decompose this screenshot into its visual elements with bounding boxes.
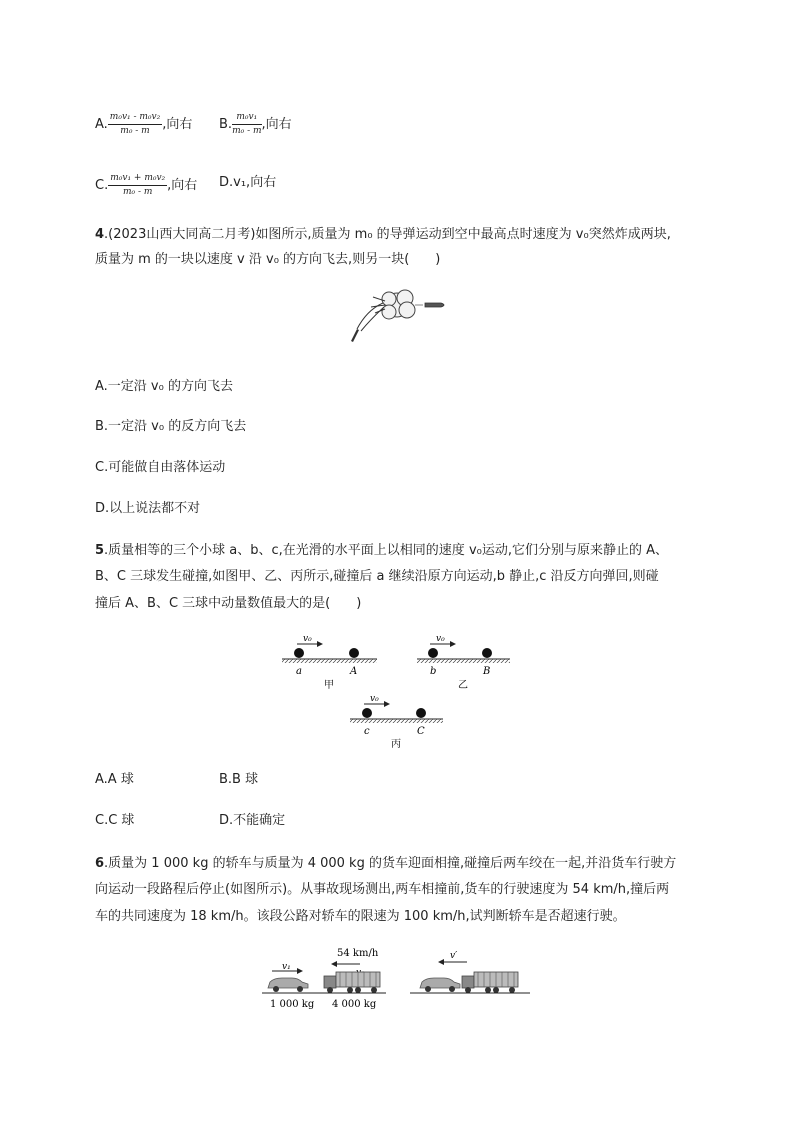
q6-stem-text-1: .质量为 1 000 kg 的轿车与质量为 4 000 kg 的货车迎面相撞,碰撞后两车绞在一起,并沿货车行驶方 (104, 856, 677, 871)
car-icon (268, 978, 308, 988)
q6-stem-line-1 (95, 855, 676, 873)
label-b: b (430, 666, 437, 677)
missile-fragment-front (425, 303, 444, 307)
label-mass-truck: 4 000 kg (332, 999, 377, 1010)
q4-stem-line-2: 质量为 m 的一块以速度 v 沿 v₀ 的方向飞去,则另一块( ) (95, 252, 441, 267)
ball-B (482, 648, 492, 658)
q6-stem-line-3: 车的共同速度为 18 km/h。该段公路对轿车的限速为 100 km/h,试判断轿车是否超速行驶。 (95, 909, 626, 924)
label-v0-bing: v₀ (370, 694, 379, 704)
q5-option-b: B.B 球 (219, 772, 259, 787)
q5-option-d: D.不能确定 (219, 813, 286, 828)
q3-option-b (219, 112, 292, 137)
debris-lines (357, 297, 385, 331)
wrecked-truck-icon (462, 972, 518, 993)
q4-option-a: A.一定沿 v₀ 的方向飞去 (95, 379, 233, 394)
q6-stem-line-2: 向运动一段路程后停止(如图所示)。从事故现场测出,两车相撞前,货车的行驶速度为 54 km/h,撞后两 (95, 882, 670, 897)
q3-option-a-denominator: m₀ - m (120, 126, 150, 136)
q3-option-a-numerator: m₀v₁ - m₀v₂ (108, 112, 162, 125)
label-v0-jia: v₀ (303, 634, 312, 644)
q3-option-b-letter: B. (219, 117, 233, 132)
label-v1: v₁ (282, 962, 291, 972)
ball-c (362, 708, 372, 718)
q5-option-c: C.C 球 (95, 813, 135, 828)
ball-b (428, 648, 438, 658)
label-v-prime: v′ (450, 951, 458, 961)
missile-fragment-falling (351, 329, 359, 342)
label-A: A (350, 666, 358, 677)
diagram-bing (350, 694, 443, 750)
label-c: c (364, 726, 370, 737)
q4-option-c: C.可能做自由落体运动 (95, 460, 226, 475)
explosion-cloud (382, 290, 415, 319)
truck-icon (324, 972, 380, 993)
q5-stem-line-3: 撞后 A、B、C 三球中动量数值最大的是( ) (95, 596, 362, 611)
diagram-jia (282, 634, 377, 691)
q3-option-c-letter: C. (95, 178, 109, 193)
q3-option-a (95, 112, 192, 137)
q5-option-a: A.A 球 (95, 772, 134, 787)
q3-option-a-fraction (108, 112, 162, 137)
q3-option-d (219, 174, 276, 192)
diagram-yi (417, 634, 510, 691)
q3-option-a-letter: A. (95, 117, 108, 132)
q4-number: 4 (95, 227, 105, 242)
before-collision (262, 948, 386, 1010)
label-B: B (483, 666, 491, 677)
q3-option-c (95, 173, 197, 198)
label-C: C (417, 726, 425, 737)
label-mass-car: 1 000 kg (270, 999, 315, 1010)
wrecked-car-icon (420, 978, 460, 988)
q3-option-a-suffix: ,向右 (162, 117, 193, 132)
label-bing: 丙 (391, 739, 401, 750)
q4-missile-figure (345, 285, 455, 351)
q4-stem-text-1: .(2023山西大同高二月考)如图所示,质量为 m₀ 的导弹运动到空中最高点时速度为 v₀突然炸成两块, (104, 227, 671, 242)
q5-stem-text-1: .质量相等的三个小球 a、b、c,在光滑的水平面上以相同的速度 v₀运动,它们分别与原来静止的 A、 (104, 543, 669, 558)
q6-number: 6 (95, 856, 105, 871)
q4-stem-line-1 (95, 226, 671, 244)
q6-crash-figure (262, 942, 534, 1012)
after-collision (410, 951, 530, 993)
q5-number: 5 (95, 543, 105, 558)
q3-option-b-denominator: m₀ - m (232, 126, 262, 136)
ball-C (416, 708, 426, 718)
q3-option-c-denominator: m₀ - m (122, 187, 153, 197)
label-jia: 甲 (324, 680, 334, 691)
q5-stem-line-2: B、C 三球发生碰撞,如图甲、乙、丙所示,碰撞后 a 继续沿原方向运动,b 静止,c 沿反方向弹回,则碰 (95, 569, 659, 584)
q3-option-b-fraction (232, 112, 261, 137)
q3-option-c-numerator: m₀v₁ + m₀v₂ (108, 173, 167, 186)
q3-option-b-suffix: ,向右 (261, 117, 292, 132)
q5-collision-figure (280, 628, 520, 750)
q3-option-d-letter: D. (219, 175, 234, 190)
q3-option-c-fraction (108, 173, 167, 198)
label-v0-yi: v₀ (436, 634, 445, 644)
q5-stem-line-1 (95, 542, 668, 560)
label-yi: 乙 (458, 680, 468, 691)
q3-option-d-text: v₁,向右 (233, 175, 277, 190)
q4-option-d: D.以上说法都不对 (95, 501, 201, 516)
ball-A (349, 648, 359, 658)
label-speed: 54 km/h (337, 948, 379, 959)
q3-option-b-numerator: m₀v₁ (232, 112, 261, 125)
ball-a (294, 648, 304, 658)
label-a: a (296, 666, 302, 677)
q4-option-b: B.一定沿 v₀ 的反方向飞去 (95, 419, 247, 434)
q3-option-c-suffix: ,向右 (167, 178, 198, 193)
